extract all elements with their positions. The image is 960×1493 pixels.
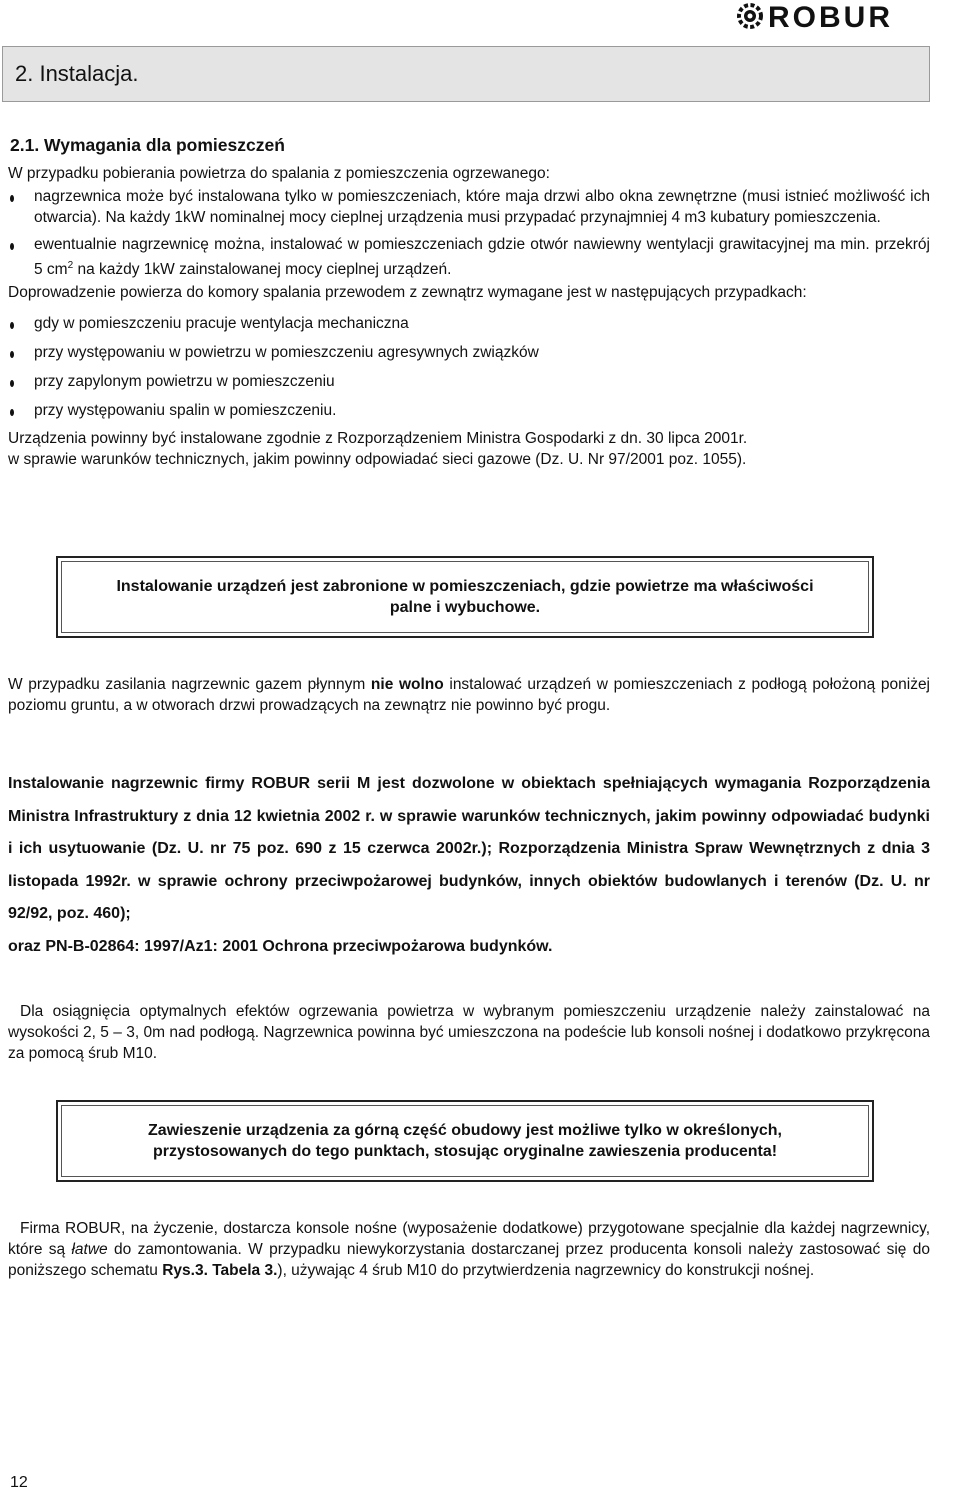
lpg-paragraph xyxy=(8,674,930,716)
list-item xyxy=(8,234,930,280)
bullet2-text: ewentualnie nagrzewnicę można, instalować w pomieszczeniach gdzie otwór nawiewny wentylacji grawitacyjnej ma min. przekrój 5 cm xyxy=(34,236,930,279)
lpg-text: W przypadku zasilania nagrzewnic gazem płynnym xyxy=(8,676,371,693)
m-series-text: Instalowanie nagrzewnic firmy ROBUR serii M jest dozwolone w obiektach spełniających wymagania Rozporządzenia Ministra Infrastruktury z dnia 12 kwietnia 2002 r. w sprawie warunków technicznych, jakim powinny odpowiadać budynki i ich usytuowanie (Dz. U. nr 75 poz. 690 z 15 czerwca 2002r.); Rozporządzenia Ministra Spraw Wewnętrznych z dnia 3 listopada 1992r. w sprawie ochrony przeciwpożarowej budynków, innych obiektów budowlanych i terenów (Dz. U. nr 92/92, poz. 460); xyxy=(8,775,930,922)
brackets-paragraph xyxy=(8,1218,930,1281)
logo-wordmark: ROBUR xyxy=(768,2,893,30)
page-number: 12 xyxy=(10,1474,28,1491)
regulation-line-1: Urządzenia powinny być instalowane zgodnie z Rozporządzeniem Ministra Gospodarki z dn. 30 lipca 2001r. xyxy=(8,430,748,448)
figure-reference: Rys.3. Tabela 3. xyxy=(162,1262,278,1279)
warning-box-flammable xyxy=(56,556,874,638)
robur-logo-graphic xyxy=(736,2,948,30)
section-requirements xyxy=(8,134,930,470)
robur-logo xyxy=(736,2,948,30)
list-item: przy występowaniu w powietrzu w pomieszczeniu agresywnych związków xyxy=(8,342,930,363)
bullet2-text-end: na każdy 1kW zainstalowanej mocy cieplnej urządzeń. xyxy=(73,261,452,279)
regulation-line-2: w sprawie warunków technicznych, jakim powinny odpowiadać sieci gazowe (Dz. U. Nr 97/2001 poz. 1055). xyxy=(8,451,747,469)
section-heading: 2.1. Wymagania dla pomieszczeń xyxy=(10,135,285,155)
list-item: gdy w pomieszczeniu pracuje wentylacja mechaniczna xyxy=(8,313,930,334)
gear-icon xyxy=(739,5,761,27)
brackets-text-3: ), używając 4 śrub M10 do przytwierdzenia nagrzewnicy do konstrukcji nośnej. xyxy=(277,1262,815,1279)
m-series-paragraph xyxy=(8,768,930,963)
lpg-text-end: instalować urządzeń w pomieszczeniach z podłogą położoną poniżej poziomu gruntu, a w otworach drzwi prowadzących na zewnątrz nie powinno być progu. xyxy=(8,676,931,714)
mounting-text: Dla osiągnięcia optymalnych efektów ogrzewania powietrza w wybranym pomieszczeniu urządzenie należy zainstalować na wysokości 2, 5 – 3, 0m nad podłogą. Nagrzewnica powinna być umieszczona na podeście lub konsoli nośnej i dodatkowo przykręcona za pomocą śrub M10. xyxy=(8,1003,930,1062)
bullet2-superscript: 2 xyxy=(67,260,74,271)
brackets-italic: łatwe xyxy=(71,1241,108,1258)
intro-text: W przypadku pobierania powietrza do spalania z pomieszczenia ogrzewanego: xyxy=(8,165,550,182)
lpg-emphasis: nie wolno xyxy=(370,676,444,693)
warning-text-flammable: Instalowanie urządzeń jest zabronione w pomieszczeniach, gdzie powietrze ma właściwości palne i wybuchowe. xyxy=(116,578,814,616)
chapter-title: 2. Instalacja. xyxy=(15,61,139,86)
list-item: przy występowaniu spalin w pomieszczeniu. xyxy=(8,400,930,421)
chapter-title-box xyxy=(2,46,930,102)
duct-text: Doprowadzenie powierza do komory spalania przewodem z zewnątrz wymagane jest w następujących przypadkach: xyxy=(8,284,807,302)
duct-list xyxy=(8,313,930,421)
warning-box-suspension xyxy=(56,1100,874,1182)
list-item: przy zapylonym powietrzu w pomieszczeniu xyxy=(8,371,930,392)
brackets-text-2: do zamontowania. W przypadku niewykorzystania dostarczanej przez producenta konsoli należy zastosować się do poniższego schematu xyxy=(8,1241,930,1279)
mounting-paragraph xyxy=(8,1001,930,1064)
m-series-standard: oraz PN-B-02864: 1997/Az1: 2001 Ochrona przeciwpożarowa budynków. xyxy=(8,937,553,955)
brackets-text: Firma ROBUR, na życzenie, dostarcza konsole nośne (wyposażenie dodatkowe) przygotowane specjalnie dla każdej nagrzewnicy, które są xyxy=(8,1220,930,1258)
warning-text-suspension: Zawieszenie urządzenia za górną część obudowy jest możliwe tylko w określonych, przystosowanych do tego punktach, stosując oryginalne zawieszenia producenta! xyxy=(148,1122,782,1160)
list-item: nagrzewnica może być instalowana tylko w pomieszczeniach, które maja drzwi albo okna zewnętrzne (musi istnieć możliwość ich otwarcia). Na każdy 1kW nominalnej mocy cieplnej urządzenia musi przypadać przynajmniej 4 m3 kubatury pomieszczenia. xyxy=(8,186,930,228)
air-intake-list xyxy=(8,186,930,280)
